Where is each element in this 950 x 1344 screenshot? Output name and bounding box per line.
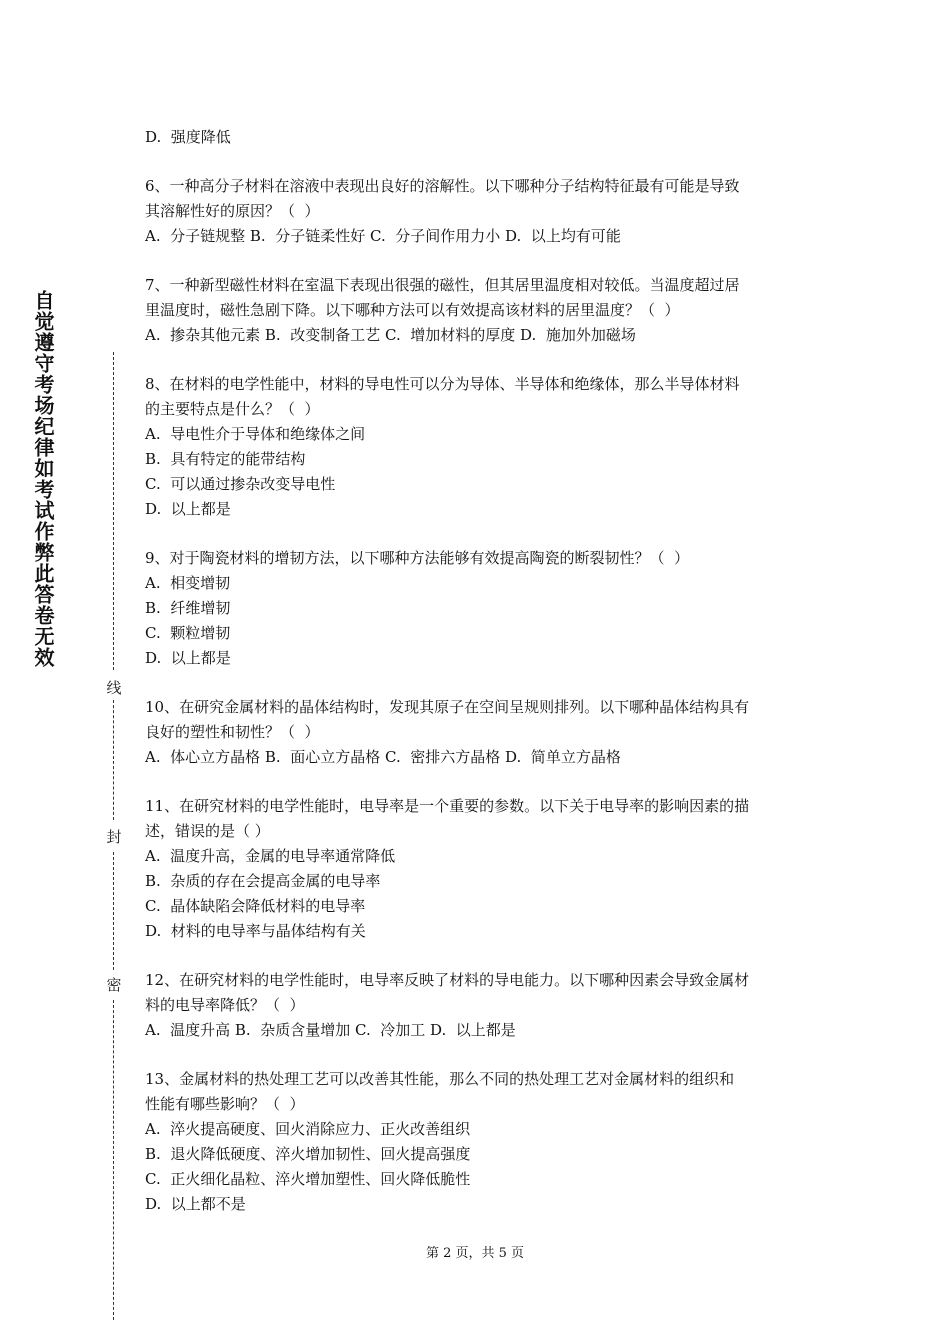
question-text: 9、对于陶瓷材料的增韧方法，以下哪种方法能够有效提高陶瓷的断裂韧性？（ ） xyxy=(145,549,690,567)
binding-dashed-line xyxy=(113,700,114,820)
question-text: 13、金属材料的热处理工艺可以改善其性能，那么不同的热处理工艺对金属材料的组织和 xyxy=(145,1070,735,1088)
question-text: 料的电导率降低？（ ） xyxy=(145,996,305,1014)
question-text: 12、在研究材料的电学性能时，电导率反映了材料的导电能力。以下哪种因素会导致金属材 xyxy=(145,971,750,989)
question-block xyxy=(145,372,825,522)
question-block xyxy=(145,546,825,671)
question-text: 7、一种新型磁性材料在室温下表现出很强的磁性，但其居里温度相对较低。当温度超过居 xyxy=(145,276,740,294)
question-text: 其溶解性好的原因？（ ） xyxy=(145,202,320,220)
binding-dashed-line xyxy=(113,352,114,670)
answer-option: C. 颗粒增韧 xyxy=(145,624,231,642)
question-block xyxy=(145,273,825,348)
answer-option: A. 分子链规整 B. 分子链柔性好 C. 分子间作用力小 D. 以上均有可能 xyxy=(145,227,621,245)
answer-option: C. 晶体缺陷会降低材料的电导率 xyxy=(145,897,366,915)
question-text: 里温度时，磁性急剧下降。以下哪种方法可以有效提高该材料的居里温度？（ ） xyxy=(145,301,680,319)
answer-option: D. 材料的电导率与晶体结构有关 xyxy=(145,922,366,940)
answer-option: A. 导电性介于导体和绝缘体之间 xyxy=(145,425,366,443)
exam-discipline-notice: 自觉遵守考场纪律如考试作弊此答卷无效 xyxy=(31,290,55,668)
binding-dashed-line xyxy=(113,852,114,970)
answer-option: A. 温度升高 B. 杂质含量增加 C. 冷加工 D. 以上都是 xyxy=(145,1021,516,1039)
question-text: 的主要特点是什么？（ ） xyxy=(145,400,320,418)
answer-option: A. 掺杂其他元素 B. 改变制备工艺 C. 增加材料的厚度 D. 施加外加磁场 xyxy=(145,326,636,344)
answer-option: D. 以上都是 xyxy=(145,649,231,667)
binding-mark-line: 线 xyxy=(106,679,122,697)
question-list xyxy=(145,125,825,1217)
question-text: 11、在研究材料的电学性能时，电导率是一个重要的参数。以下关于电导率的影响因素的描 xyxy=(145,797,750,815)
answer-option: B. 退火降低硬度、淬火增加韧性、回火提高强度 xyxy=(145,1145,471,1163)
answer-option: D. 强度降低 xyxy=(145,128,231,146)
answer-option: B. 具有特定的能带结构 xyxy=(145,450,306,468)
question-text: 性能有哪些影响？（ ） xyxy=(145,1095,305,1113)
question-block xyxy=(145,968,825,1043)
question-block xyxy=(145,1067,825,1217)
binding-dashed-line xyxy=(113,1000,114,1320)
question-text: 述，错误的是（ ） xyxy=(145,822,270,840)
answer-option: A. 淬火提高硬度、回火消除应力、正火改善组织 xyxy=(145,1120,471,1138)
answer-option: B. 杂质的存在会提高金属的电导率 xyxy=(145,872,381,890)
answer-option: A. 温度升高，金属的电导率通常降低 xyxy=(145,847,396,865)
answer-option: D. 以上都不是 xyxy=(145,1195,246,1213)
binding-mark-secret: 密 xyxy=(106,976,122,994)
question-text: 良好的塑性和韧性？（ ） xyxy=(145,723,320,741)
answer-option: A. 体心立方晶格 B. 面心立方晶格 C. 密排六方晶格 D. 简单立方晶格 xyxy=(145,748,621,766)
question-text: 10、在研究金属材料的晶体结构时，发现其原子在空间呈规则排列。以下哪种晶体结构具有 xyxy=(145,698,750,716)
answer-option: B. 纤维增韧 xyxy=(145,599,231,617)
page-footer: 第 2 页，共 5 页 xyxy=(425,1246,525,1261)
answer-option: C. 可以通过掺杂改变导电性 xyxy=(145,475,336,493)
question-block xyxy=(145,125,825,150)
question-block xyxy=(145,174,825,249)
answer-option: C. 正火细化晶粒、淬火增加塑性、回火降低脆性 xyxy=(145,1170,471,1188)
question-text: 8、在材料的电学性能中，材料的导电性可以分为导体、半导体和绝缘体，那么半导体材料 xyxy=(145,375,740,393)
answer-option: D. 以上都是 xyxy=(145,500,231,518)
binding-mark-seal: 封 xyxy=(106,828,122,846)
question-text: 6、一种高分子材料在溶液中表现出良好的溶解性。以下哪种分子结构特征最有可能是导致 xyxy=(145,177,740,195)
question-block xyxy=(145,695,825,770)
question-block xyxy=(145,794,825,944)
answer-option: A. 相变增韧 xyxy=(145,574,231,592)
